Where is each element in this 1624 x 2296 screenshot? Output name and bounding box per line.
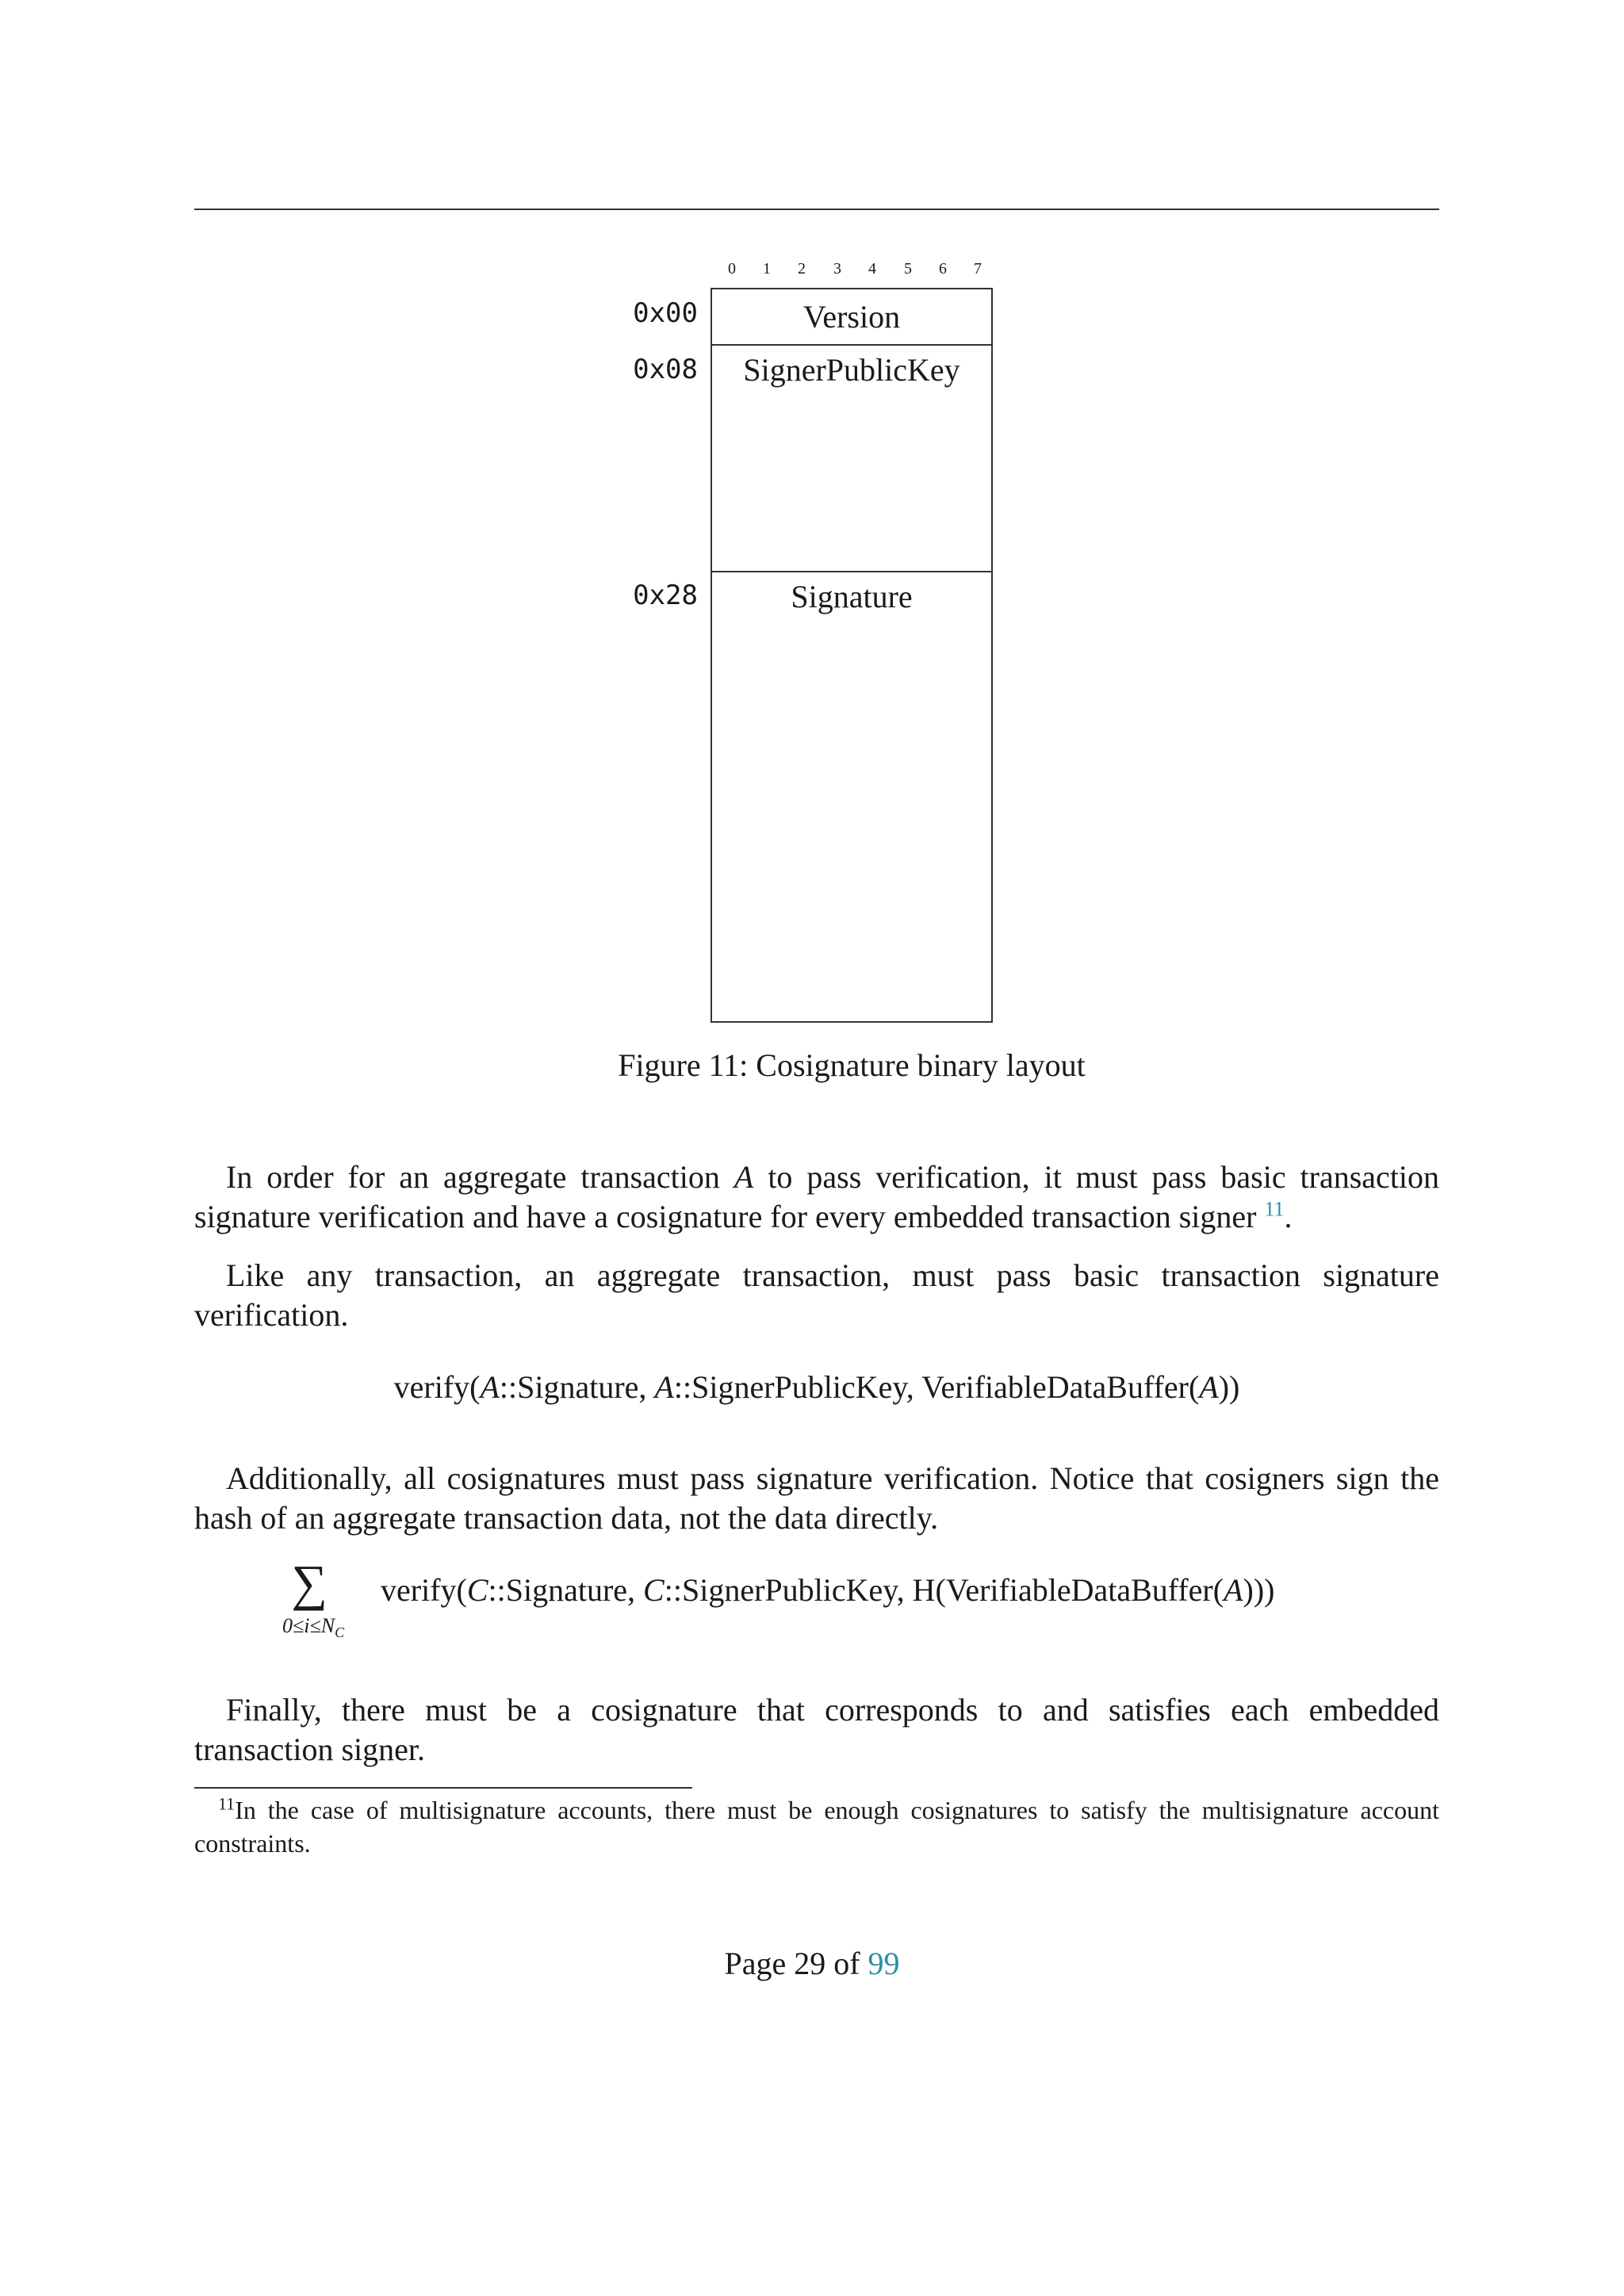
sum-subscript-range: 0≤i≤N <box>282 1614 335 1637</box>
signature-field-box <box>710 571 993 1023</box>
footnote-text: In the case of multisignature accounts, there must be enough cosignatures to satisfy the multisignature account constraints. <box>194 1796 1439 1858</box>
offset-version: 0x00 <box>633 297 698 329</box>
eq2-part1: ::Signature, <box>488 1572 644 1608</box>
sum-operator <box>282 1555 337 1611</box>
eq2-var-c2: C <box>643 1572 665 1608</box>
bit-index-6: 6 <box>939 260 947 277</box>
eq1-part2: ::SignerPublicKey, VerifiableDataBuffer( <box>673 1369 1200 1405</box>
p1-text-a: In order for an aggregate transaction <box>226 1159 720 1195</box>
eq2-var-a: A <box>1224 1572 1243 1608</box>
footnote-mark: 11 <box>218 1793 236 1814</box>
bit-index-7: 7 <box>974 260 982 277</box>
paragraph-signer-cosignature <box>194 1690 1439 1770</box>
p3-text: Additionally, all cosignatures must pass signature verification. Notice that cosigners sign the hash of an aggregate transaction data, not the data directly. <box>194 1460 1439 1536</box>
eq1-func: verify( <box>393 1369 481 1405</box>
eq2-func: verify( <box>381 1572 467 1608</box>
footnote-ref-11[interactable]: 11 <box>1264 1197 1285 1221</box>
eq1-var-a2: A <box>654 1369 674 1405</box>
eq1-var-a1: A <box>480 1369 500 1405</box>
header-rule <box>194 209 1439 210</box>
page-total-link[interactable]: 99 <box>868 1946 900 1981</box>
eq1-part1: ::Signature, <box>499 1369 655 1405</box>
eq1-end: )) <box>1218 1369 1240 1405</box>
equation-verify-signature <box>194 1368 1439 1406</box>
eq2-part2: ::SignerPublicKey, H(VerifiableDataBuffer( <box>664 1572 1224 1608</box>
offset-signature: 0x28 <box>633 580 698 611</box>
eq2-var-c1: C <box>466 1572 488 1608</box>
bit-index-2: 2 <box>798 260 806 277</box>
eq2-end: ))) <box>1243 1572 1275 1608</box>
sum-subscript-index: C <box>335 1624 345 1641</box>
p4-text: Finally, there must be a cosignature that corresponds to and satisfies each embedded transaction signer. <box>194 1692 1439 1767</box>
signature-field-label: Signature <box>791 579 913 614</box>
page-label: Page 29 <box>724 1946 826 1981</box>
footnote-rule <box>194 1787 692 1789</box>
footnote-11 <box>194 1793 1439 1860</box>
paragraph-basic-verification <box>194 1256 1439 1335</box>
sum-subscript <box>282 1614 377 1641</box>
figure-caption: Figure 11: Cosignature binary layout <box>618 1047 1086 1083</box>
equation-verify-cosignatures <box>381 1571 1274 1609</box>
sum-symbol: ∑ <box>291 1555 327 1611</box>
page-of: of <box>833 1946 860 1981</box>
p1-end: . <box>1284 1199 1293 1234</box>
bit-index-1: 1 <box>763 260 771 277</box>
offset-signer-public-key: 0x08 <box>633 354 698 385</box>
p2-text: Like any transaction, an aggregate transaction, must pass basic transaction signature verification. <box>194 1257 1439 1333</box>
paragraph-aggregate-verification <box>194 1158 1439 1237</box>
eq1-var-a3: A <box>1199 1369 1219 1405</box>
p1-text-b: to pass verification, it must pass basic transaction signature verification and have a cosignature for every embedded transaction signer <box>194 1159 1440 1234</box>
paragraph-cosignature-verification <box>194 1459 1439 1538</box>
page-number <box>0 1945 1624 1982</box>
version-field-label: Version <box>802 299 901 335</box>
bit-index-4: 4 <box>868 260 876 277</box>
p1-var-a: A <box>733 1159 754 1195</box>
bit-index-3: 3 <box>833 260 841 277</box>
signer-public-key-field-label: SignerPublicKey <box>743 352 960 388</box>
bit-index-5: 5 <box>904 260 912 277</box>
bit-index-0: 0 <box>728 260 736 277</box>
